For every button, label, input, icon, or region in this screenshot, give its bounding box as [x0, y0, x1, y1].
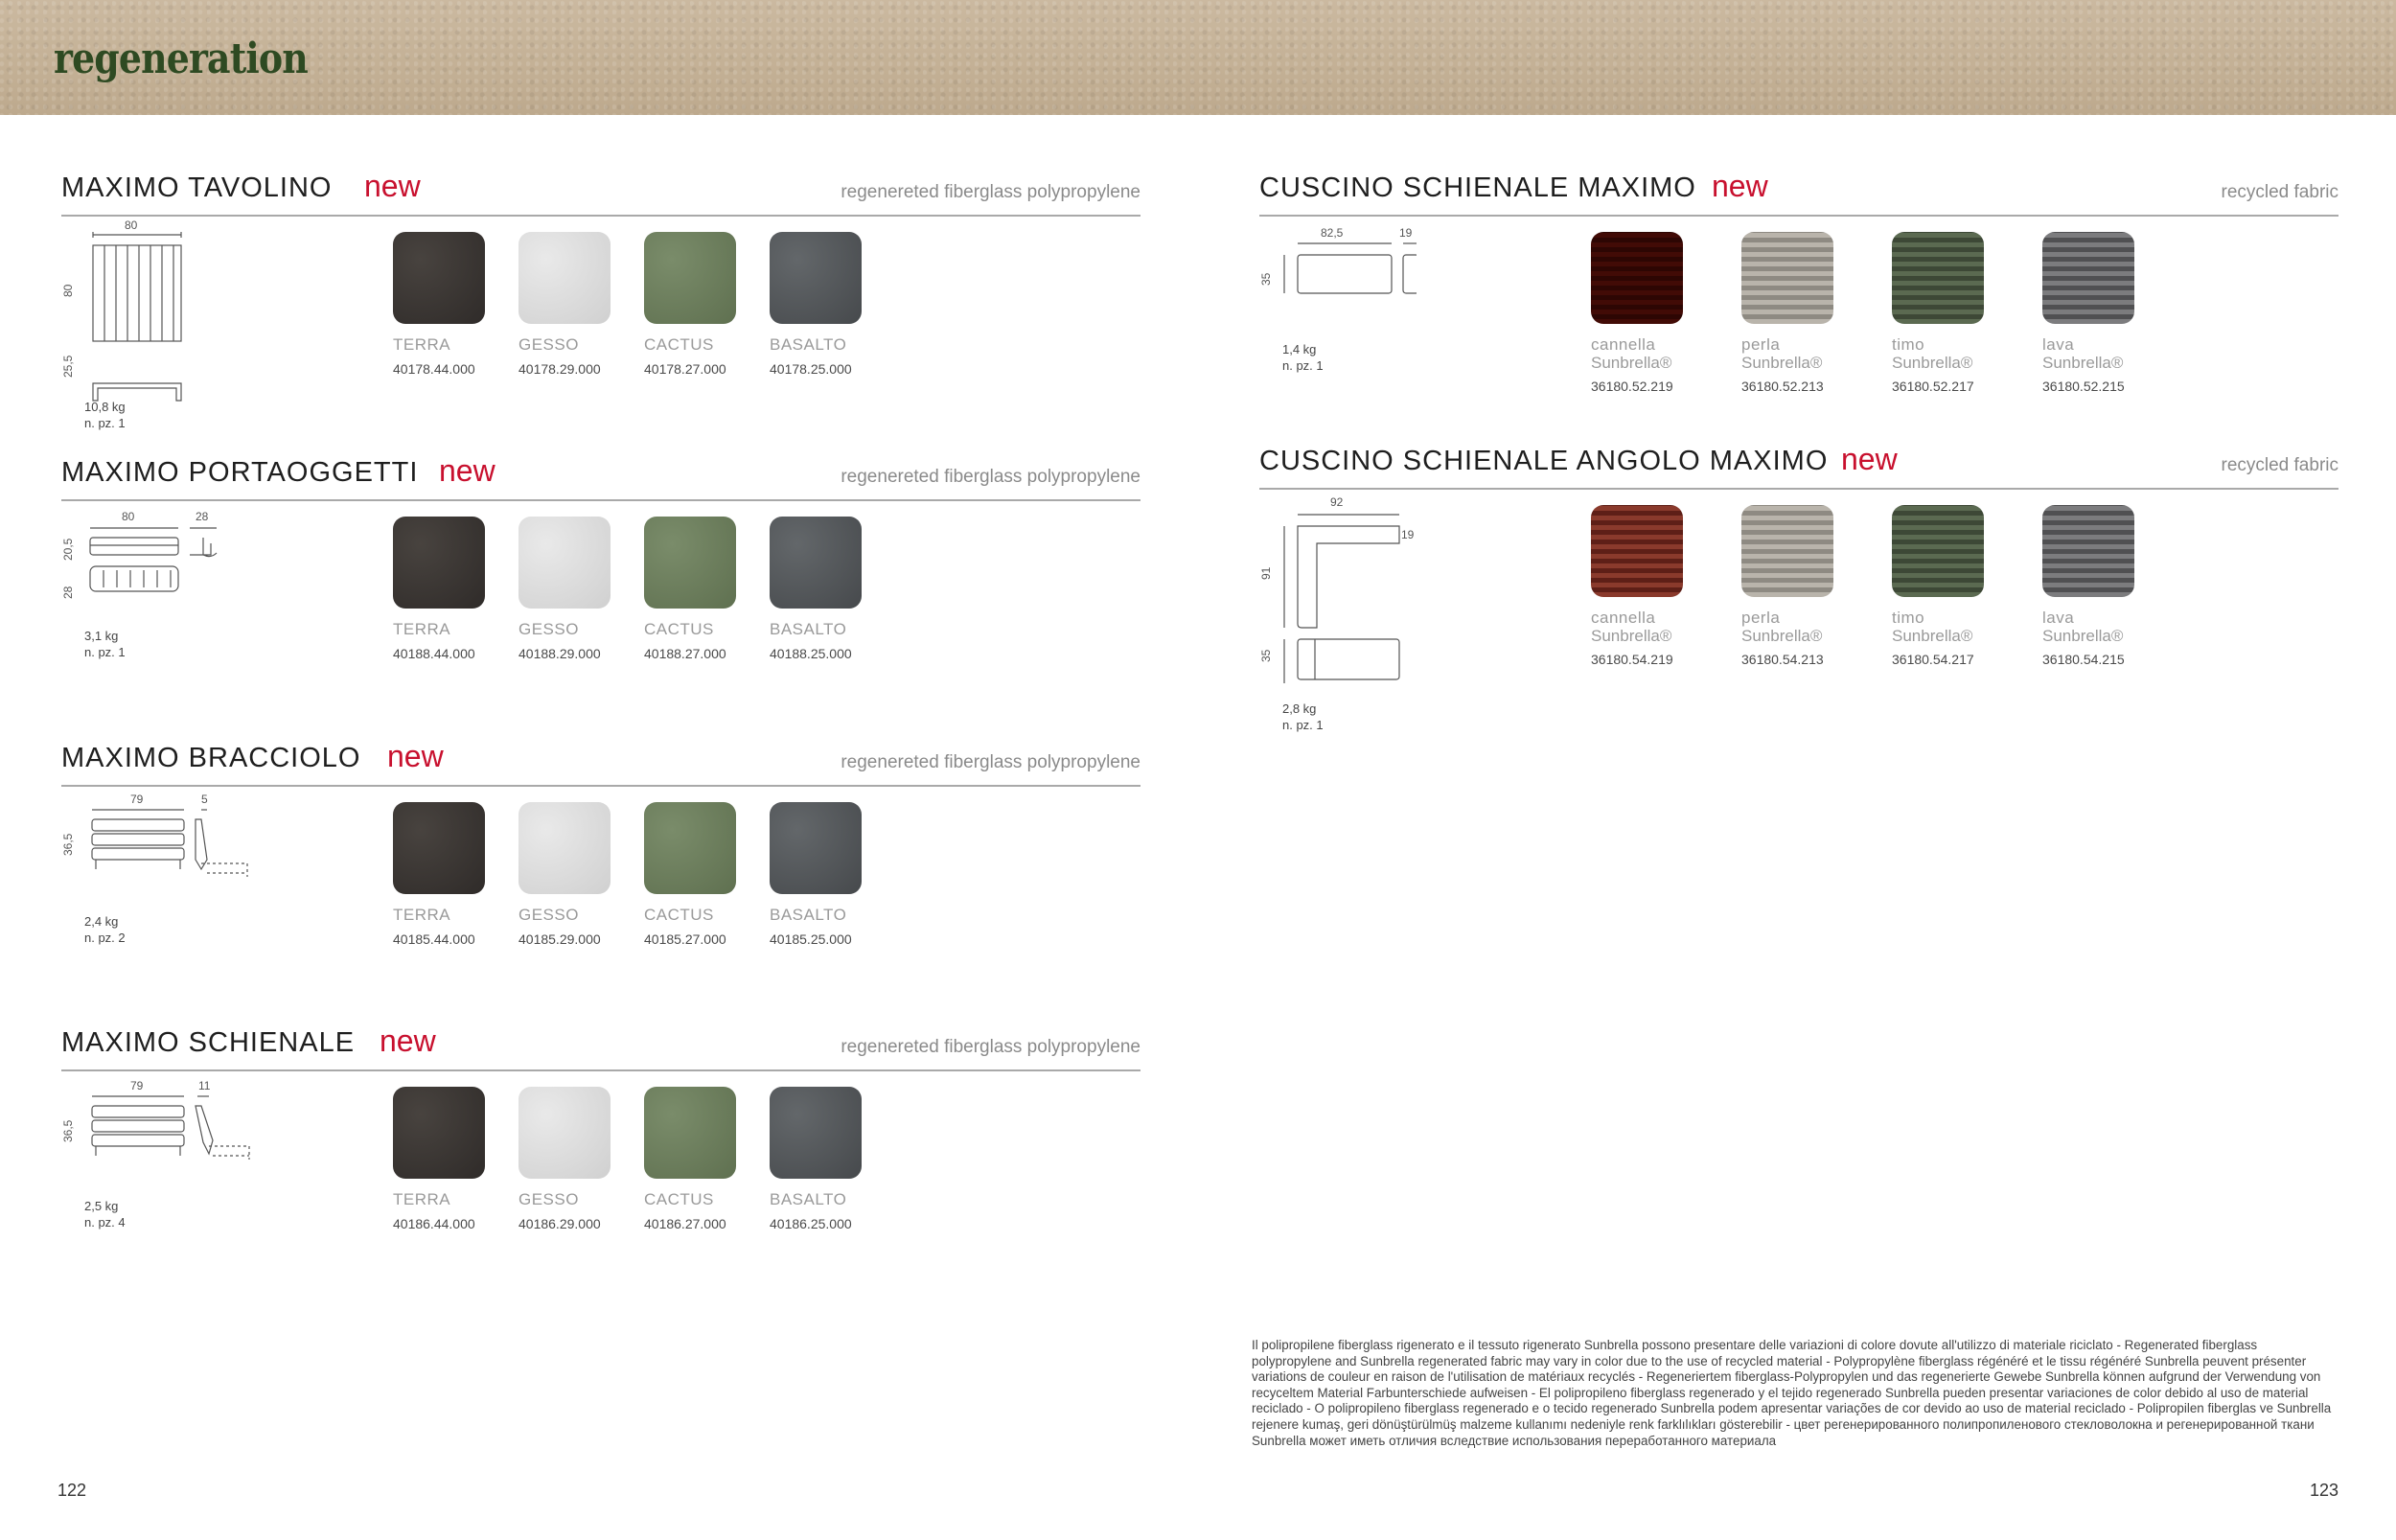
swatch-code-cactus: 40186.27.000 [644, 1216, 726, 1231]
swatch-label-basalto: BASALTO [770, 335, 847, 354]
weight-info [84, 913, 126, 946]
pieces: n. pz. 1 [84, 645, 126, 659]
dim-depth: 28 [196, 510, 209, 523]
swatch-cactus[interactable] [644, 1087, 736, 1179]
swatch-code-cactus: 40185.27.000 [644, 931, 726, 947]
swatch-label-basalto: BASALTO [770, 1190, 847, 1208]
schienale-drawing [84, 1092, 257, 1188]
swatch-label-timo: timo [1892, 335, 1925, 354]
weight: 2,8 kg [1282, 701, 1317, 716]
swatch-label-terra: TERRA [393, 1190, 451, 1208]
swatch-basalto[interactable] [770, 232, 862, 324]
tavolino-drawing [90, 230, 224, 422]
swatch-code-gesso: 40178.29.000 [518, 361, 601, 377]
dim-width: 82,5 [1321, 226, 1344, 240]
product-title: CUSCINO SCHIENALE ANGOLO MAXIMO [1259, 446, 1829, 476]
swatch-cannella[interactable] [1591, 232, 1683, 324]
swatch-label-terra: TERRA [393, 906, 451, 924]
swatch-label-perla: perla [1741, 609, 1781, 627]
pieces: n. pz. 1 [1282, 358, 1324, 373]
swatch-code-basalto: 40178.25.000 [770, 361, 852, 377]
swatch-label-terra: TERRA [393, 335, 451, 354]
bracciolo-drawing [84, 806, 257, 902]
dim-width: 80 [125, 218, 138, 232]
swatch-terra[interactable] [393, 232, 485, 324]
section-divider [61, 499, 1140, 501]
swatch-gesso[interactable] [518, 232, 611, 324]
swatch-basalto[interactable] [770, 802, 862, 894]
new-badge: new [380, 1023, 436, 1058]
weight: 2,5 kg [84, 1199, 119, 1213]
swatch-label-lava: lava [2042, 335, 2075, 354]
page-number-right: 123 [2310, 1481, 2339, 1500]
swatch-brand-lava: Sunbrella® [2042, 627, 2124, 645]
swatch-cactus[interactable] [644, 517, 736, 609]
section-divider [61, 215, 1140, 217]
weight-info [84, 1198, 126, 1230]
swatch-code-cannella: 36180.52.219 [1591, 379, 1673, 394]
dim-height-2: 28 [61, 586, 75, 599]
material-label: regenereted fiberglass polypropylene [841, 1037, 1140, 1057]
page-number-left: 122 [58, 1481, 87, 1500]
swatch-gesso[interactable] [518, 517, 611, 609]
swatch-brand-perla: Sunbrella® [1741, 354, 1823, 372]
swatch-label-basalto: BASALTO [770, 620, 847, 638]
pieces: n. pz. 2 [84, 931, 126, 945]
color-variation-disclaimer: Il polipropilene fiberglass rigenerato e il tessuto rigenerato Sunbrella possono presentare delle variazioni di colore dovute all'utilizzo di materiale riciclato - Regenerated fiberglass polypropylene and Sunbrella regenerated fabric may vary in color due to the use of recycled material - Polypropylène fiberglass régénéré et le tissu régénéré Sunbrella peuvent présenter variations de couleur en raison de l'utilisation de matériaux recyclés - Regeneriertem fiberglass-Polypropylen und das regenerierte Gewebe Sunbrella können aufgrund der Verwendung von recyceltem Material Farbunterschiede aufweisen - El polipropileno fiberglass regenerado y el tejido regenerado Sunbrella pueden presentar variaciones de color debido al uso de material reciclado - O polipropileno fiberglass regenerado e o tecido regenerado Sunbrella podem apresentar variações de cor devido ao uso de material reciclado - Polipropilen fiberglas ve Sunbrella rejenere kumaş, geri dönüştürülmüş malzeme kullanımı nedeniyle renk farklılıkları gösterebilir - цвет регенерированного полипропиленового стекловолокна и регенерированной ткани Sunbrella может иметь отличия вследствие использования переработанного материала [1252, 1338, 2332, 1448]
dim-side-height: 25,5 [61, 355, 75, 378]
swatch-label-gesso: GESSO [518, 335, 579, 354]
product-section-cuscino-angolo [1259, 442, 2338, 752]
dim-width: 79 [130, 1079, 144, 1092]
product-section-tavolino [61, 169, 1140, 441]
swatch-code-terra: 40188.44.000 [393, 646, 475, 661]
swatch-code-basalto: 40185.25.000 [770, 931, 852, 947]
new-badge: new [439, 453, 495, 488]
swatch-label-gesso: GESSO [518, 1190, 579, 1208]
new-badge: new [1841, 442, 1898, 476]
weight: 2,4 kg [84, 914, 119, 929]
header-banner [0, 0, 2396, 115]
product-title: CUSCINO SCHIENALE MAXIMO [1259, 172, 1696, 203]
swatch-label-cactus: CACTUS [644, 1190, 714, 1208]
material-label: recycled fabric [2221, 455, 2338, 475]
dim-height-1: 20,5 [61, 538, 75, 561]
swatch-code-gesso: 40186.29.000 [518, 1216, 601, 1231]
swatch-brand-cannella: Sunbrella® [1591, 354, 1672, 372]
dim-height: 35 [1259, 272, 1273, 286]
material-label: regenereted fiberglass polypropylene [841, 467, 1140, 487]
product-title: MAXIMO TAVOLINO [61, 172, 333, 203]
dim-height-2: 35 [1259, 649, 1273, 662]
swatch-lava[interactable] [2042, 232, 2134, 324]
product-title: MAXIMO BRACCIOLO [61, 743, 361, 773]
new-badge: new [1712, 169, 1768, 203]
section-divider [1259, 215, 2338, 217]
swatch-label-gesso: GESSO [518, 620, 579, 638]
dim-width: 92 [1330, 495, 1344, 509]
dim-depth: 5 [201, 793, 208, 806]
swatch-terra[interactable] [393, 1087, 485, 1179]
dim-height: 36,5 [61, 1119, 75, 1142]
swatch-label-terra: TERRA [393, 620, 451, 638]
swatch-code-cactus: 40188.27.000 [644, 646, 726, 661]
dim-height: 36,5 [61, 833, 75, 856]
product-section-schienale [61, 1023, 1140, 1267]
swatch-perla[interactable] [1741, 232, 1833, 324]
portaoggetti-drawing [82, 524, 236, 630]
dim-depth: 11 [198, 1079, 211, 1092]
swatch-brand-timo: Sunbrella® [1892, 354, 1973, 372]
section-divider [1259, 488, 2338, 490]
swatch-brand-timo: Sunbrella® [1892, 627, 1973, 645]
swatch-label-cactus: CACTUS [644, 620, 714, 638]
swatch-label-cactus: CACTUS [644, 335, 714, 354]
swatch-perla[interactable] [1741, 505, 1833, 597]
swatch-code-timo: 36180.54.217 [1892, 652, 1974, 667]
dim-height: 80 [61, 284, 75, 297]
material-label: regenereted fiberglass polypropylene [841, 752, 1140, 772]
swatch-gesso[interactable] [518, 802, 611, 894]
swatch-code-cactus: 40178.27.000 [644, 361, 726, 377]
swatch-label-lava: lava [2042, 609, 2075, 627]
pieces: n. pz. 1 [84, 416, 126, 430]
weight-info [84, 628, 126, 660]
swatch-code-perla: 36180.52.213 [1741, 379, 1824, 394]
cuscino-schienale-drawing [1282, 240, 1417, 297]
product-title: MAXIMO SCHIENALE [61, 1027, 356, 1058]
swatch-lava[interactable] [2042, 505, 2134, 597]
new-badge: new [387, 739, 444, 773]
dim-height: 91 [1259, 566, 1273, 580]
swatch-cactus[interactable] [644, 802, 736, 894]
cuscino-angolo-drawing [1282, 511, 1417, 683]
section-divider [61, 785, 1140, 787]
weight: 1,4 kg [1282, 342, 1317, 356]
swatch-brand-cannella: Sunbrella® [1591, 627, 1672, 645]
weight: 10,8 kg [84, 400, 126, 414]
swatch-label-cannella: cannella [1591, 609, 1656, 627]
swatch-label-cannella: cannella [1591, 335, 1656, 354]
swatch-label-timo: timo [1892, 609, 1925, 627]
swatch-code-terra: 40178.44.000 [393, 361, 475, 377]
swatch-timo[interactable] [1892, 232, 1984, 324]
swatch-code-terra: 40186.44.000 [393, 1216, 475, 1231]
material-label: recycled fabric [2221, 182, 2338, 202]
swatch-brand-lava: Sunbrella® [2042, 354, 2124, 372]
swatch-gesso[interactable] [518, 1087, 611, 1179]
section-divider [61, 1069, 1140, 1071]
swatch-code-perla: 36180.54.213 [1741, 652, 1824, 667]
swatch-basalto[interactable] [770, 1087, 862, 1179]
product-title: MAXIMO PORTAOGGETTI [61, 457, 419, 488]
swatch-cannella[interactable] [1591, 505, 1683, 597]
swatch-code-lava: 36180.52.215 [2042, 379, 2125, 394]
new-badge: new [364, 169, 421, 203]
swatch-cactus[interactable] [644, 232, 736, 324]
swatch-basalto[interactable] [770, 517, 862, 609]
pieces: n. pz. 1 [1282, 718, 1324, 732]
swatch-label-cactus: CACTUS [644, 906, 714, 924]
swatch-code-cannella: 36180.54.219 [1591, 652, 1673, 667]
material-label: regenereted fiberglass polypropylene [841, 182, 1140, 202]
swatch-code-timo: 36180.52.217 [1892, 379, 1974, 394]
swatch-label-basalto: BASALTO [770, 906, 847, 924]
swatch-code-basalto: 40186.25.000 [770, 1216, 852, 1231]
product-section-bracciolo [61, 739, 1140, 982]
product-section-portaoggetti [61, 453, 1140, 697]
swatch-timo[interactable] [1892, 505, 1984, 597]
brand-logo: regeneration [54, 34, 308, 83]
swatch-brand-perla: Sunbrella® [1741, 627, 1823, 645]
pieces: n. pz. 4 [84, 1215, 126, 1230]
swatch-code-basalto: 40188.25.000 [770, 646, 852, 661]
dim-depth: 19 [1399, 226, 1413, 240]
dim-width: 79 [130, 793, 144, 806]
swatch-code-terra: 40185.44.000 [393, 931, 475, 947]
swatch-code-gesso: 40188.29.000 [518, 646, 601, 661]
weight-info [1282, 341, 1324, 374]
weight-info [84, 399, 126, 431]
dim-depth: 19 [1401, 528, 1415, 541]
weight: 3,1 kg [84, 629, 119, 643]
product-section-cuscino-schienale [1259, 169, 2338, 422]
swatch-terra[interactable] [393, 802, 485, 894]
swatch-label-gesso: GESSO [518, 906, 579, 924]
swatch-code-lava: 36180.54.215 [2042, 652, 2125, 667]
swatch-label-perla: perla [1741, 335, 1781, 354]
swatch-code-gesso: 40185.29.000 [518, 931, 601, 947]
dim-width: 80 [122, 510, 135, 523]
weight-info [1282, 701, 1324, 733]
swatch-terra[interactable] [393, 517, 485, 609]
